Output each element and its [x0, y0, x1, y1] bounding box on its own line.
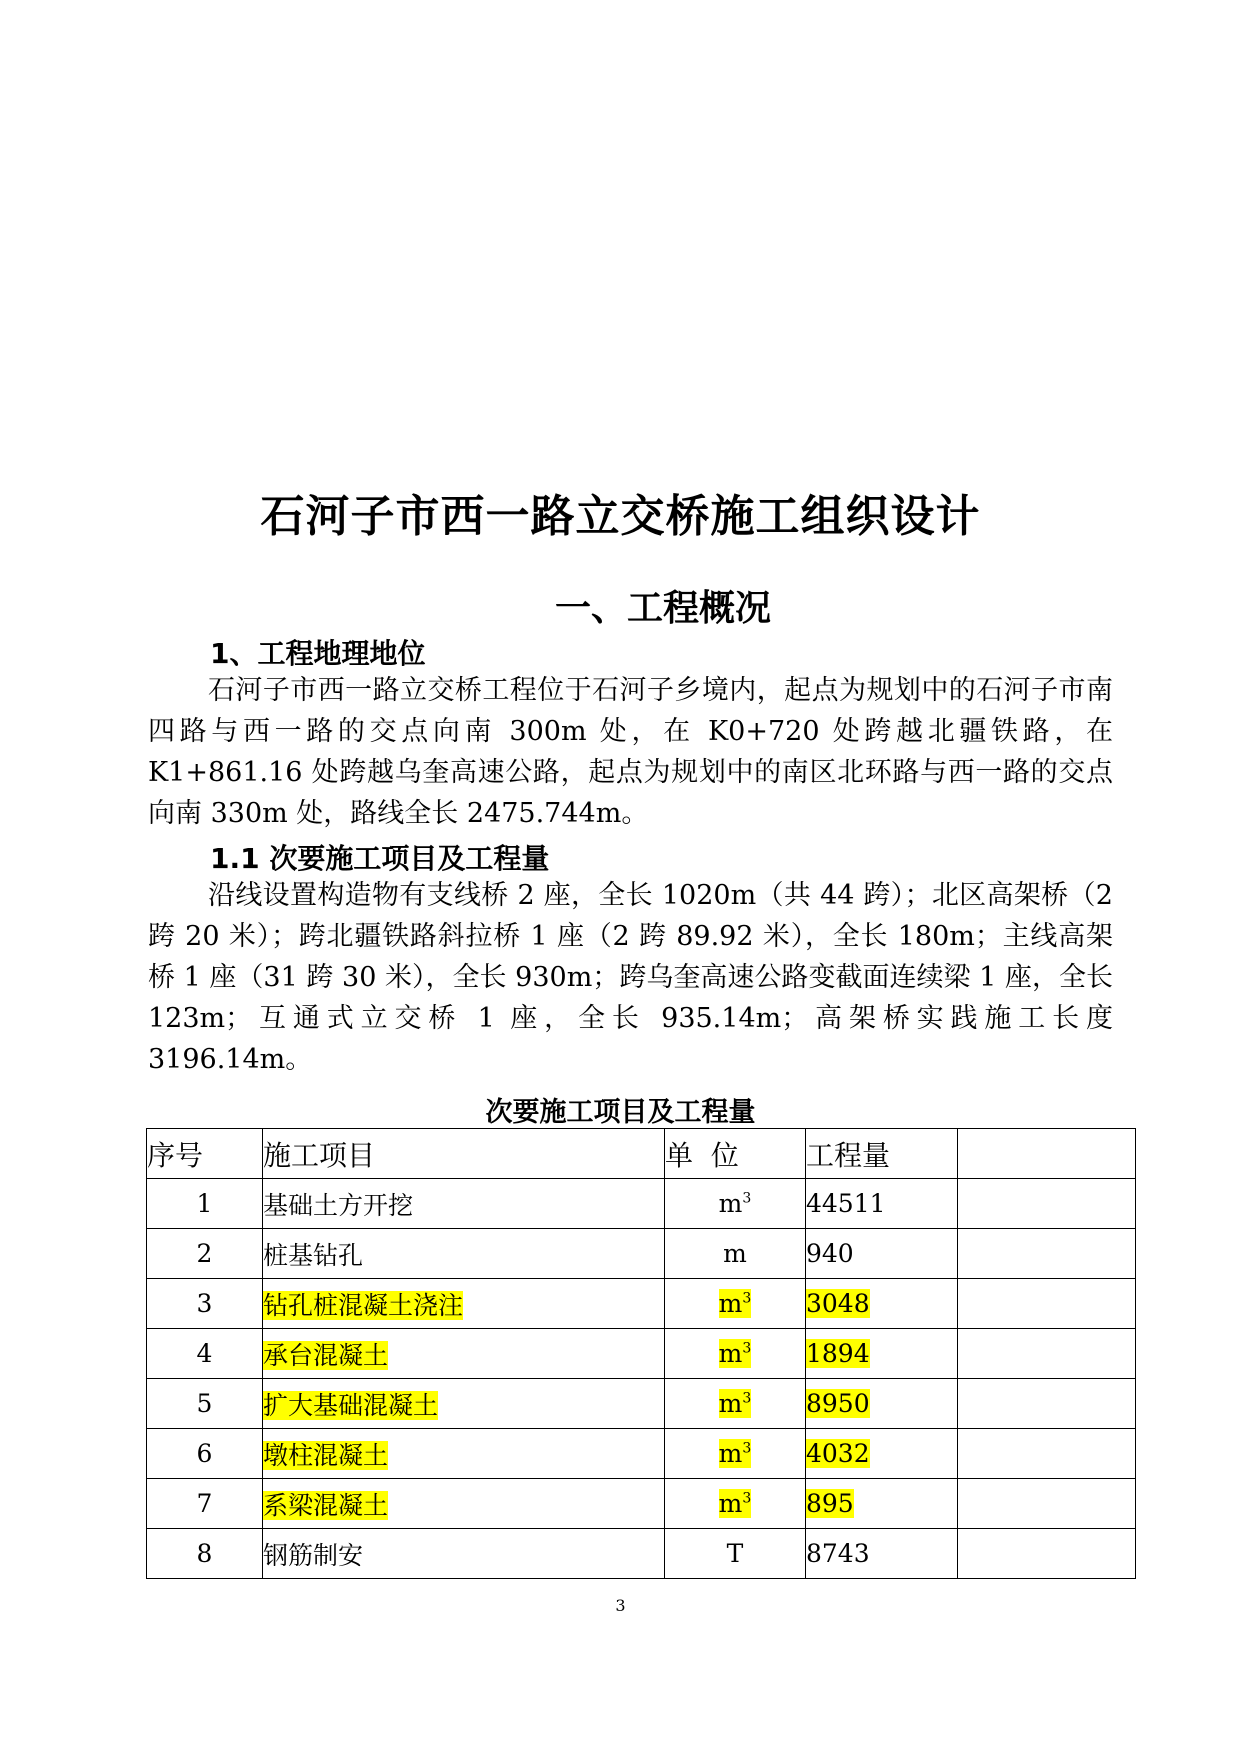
table-row [147, 1329, 1136, 1379]
row-item-highlighted: 墩柱混凝土 [263, 1440, 389, 1470]
header-extra [958, 1129, 1136, 1179]
row-no: 7 [147, 1479, 263, 1529]
table-row [147, 1379, 1136, 1429]
row-no: 1 [147, 1179, 263, 1229]
row-extra [958, 1229, 1136, 1279]
row-item-highlighted: 钻孔桩混凝土浇注 [263, 1290, 464, 1320]
quantities-table [146, 1128, 1136, 1579]
row-quantity: 8743 [806, 1539, 870, 1568]
heading-geographic-location: 1、工程地理地位 [210, 637, 426, 670]
row-item: 基础土方开挖 [263, 1190, 414, 1220]
paragraph-structures: 沿线设置构造物有支线桥 2 座，全长 1020m（共 44 跨）；北区高架桥（2 跨 20 米）；跨北疆铁路斜拉桥 1 座（2 跨 89.92 米），全长 180m；主线高架桥 1 座（31 跨 30 米），全长 930m；跨乌奎高速公路变截面连续梁 1 座，全长 123m；互通式立交桥 1 座，全长 935.14m；高架桥实践施工长度 3196.14m。 [148, 880, 1113, 1075]
page-number: 3 [615, 1596, 626, 1615]
row-quantity-highlighted: 8950 [806, 1389, 870, 1418]
row-unit: m [723, 1239, 747, 1268]
header-quantity: 工程量 [806, 1129, 958, 1179]
table-header-row [147, 1129, 1136, 1179]
row-no: 3 [147, 1279, 263, 1329]
header-no: 序号 [147, 1129, 263, 1179]
header-unit: 单 位 [665, 1129, 806, 1179]
row-quantity: 940 [806, 1239, 854, 1268]
row-item-highlighted: 系梁混凝土 [263, 1490, 389, 1520]
row-extra [958, 1529, 1136, 1579]
row-no: 6 [147, 1429, 263, 1479]
table-row [147, 1229, 1136, 1279]
row-item: 钢筋制安 [263, 1540, 364, 1570]
row-item-highlighted: 扩大基础混凝土 [263, 1390, 439, 1420]
row-no: 8 [147, 1529, 263, 1579]
row-extra [958, 1329, 1136, 1379]
row-quantity-highlighted: 1894 [806, 1339, 870, 1368]
row-unit: $m^3$ [718, 1189, 752, 1218]
paragraph-location: 石河子市西一路立交桥工程位于石河子乡境内，起点为规划中的石河子市南四路与西一路的交点向南 300m 处，在 K0+720 处跨越北疆铁路，在 K1+861.16 处跨越乌奎高速公路，起点为规划中的南区北环路与西一路的交点向南 330m 处，路线全长 2475.744m。 [148, 675, 1113, 829]
row-unit-highlighted: $m^3$ [718, 1489, 752, 1518]
row-extra [958, 1279, 1136, 1329]
heading-main-items: 1.1 次要施工项目及工程量 [210, 842, 550, 875]
table-caption: 次要施工项目及工程量 [485, 1097, 756, 1128]
row-extra [958, 1479, 1136, 1529]
section-title: 一、工程概况 [555, 588, 772, 629]
row-extra [958, 1379, 1136, 1429]
row-unit-highlighted: $m^3$ [718, 1339, 752, 1368]
table-row [147, 1279, 1136, 1329]
document-title: 石河子市西一路立交桥施工组织设计 [260, 491, 981, 542]
row-quantity: 44511 [806, 1189, 886, 1218]
row-unit: T [726, 1539, 744, 1568]
header-item: 施工项目 [263, 1129, 665, 1179]
row-unit-highlighted: $m^3$ [718, 1439, 752, 1468]
table-row [147, 1429, 1136, 1479]
table-row [147, 1479, 1136, 1529]
row-no: 4 [147, 1329, 263, 1379]
row-quantity-highlighted: 4032 [806, 1439, 870, 1468]
row-item-highlighted: 承台混凝土 [263, 1340, 389, 1370]
row-no: 5 [147, 1379, 263, 1429]
row-unit-highlighted: $m^3$ [718, 1289, 752, 1318]
row-extra [958, 1179, 1136, 1229]
table-row [147, 1179, 1136, 1229]
row-quantity-highlighted: 3048 [806, 1289, 870, 1318]
row-unit-highlighted: $m^3$ [718, 1389, 752, 1418]
row-item: 桩基钻孔 [263, 1240, 364, 1270]
table-row [147, 1529, 1136, 1579]
row-extra [958, 1429, 1136, 1479]
row-no: 2 [147, 1229, 263, 1279]
row-quantity-highlighted: 895 [806, 1489, 854, 1518]
